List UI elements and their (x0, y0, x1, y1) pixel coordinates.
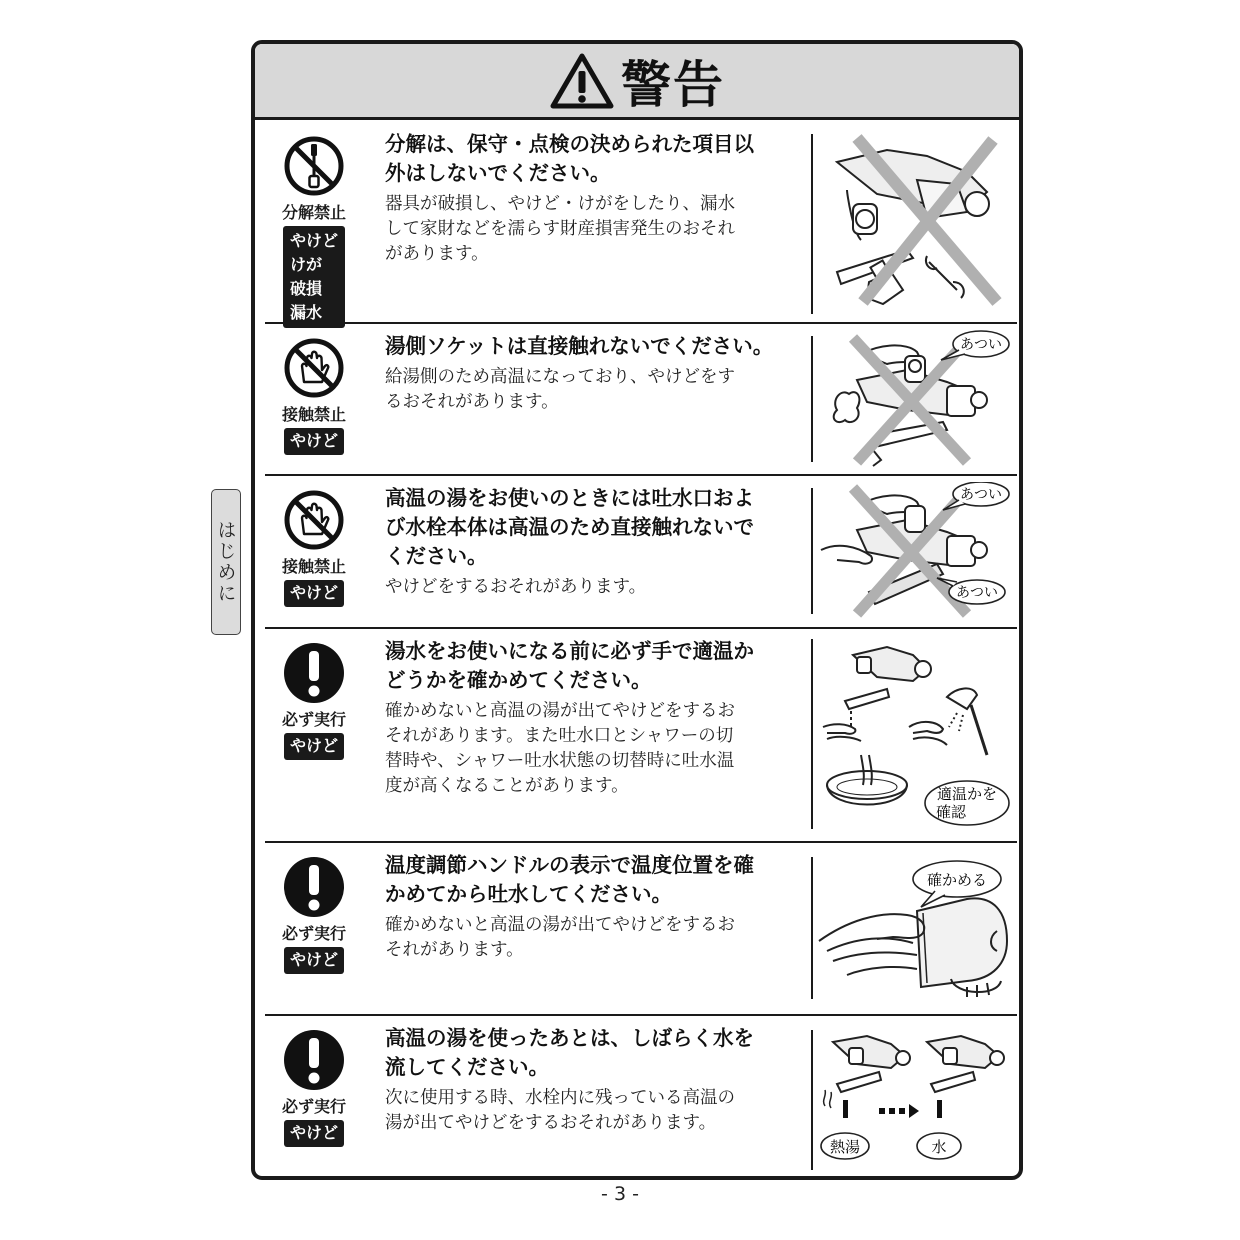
hand-check-illustration (817, 635, 1013, 835)
faucet-disassembly-drawing (817, 132, 1013, 316)
body-line: 給湯側のため高温になっており、やけどをす (385, 367, 735, 387)
hazard-badge: やけど (284, 947, 344, 974)
hot-socket-illustration (817, 330, 1013, 470)
warning-heading (385, 1024, 810, 1082)
hazard-badge-line: 破損 (289, 279, 322, 298)
symbol-column (273, 134, 355, 328)
callout-text: 水 (931, 1138, 947, 1156)
heading-line: かめてから吐水してください。 (385, 882, 672, 906)
no-touch-icon (282, 336, 346, 400)
callout-text: 適温かを (936, 785, 998, 803)
page-number: - 3 - (601, 1183, 639, 1205)
hazard-badge-line: 漏水 (289, 303, 322, 322)
body-line: それがあります。 (385, 940, 524, 960)
handle-check-drawing (817, 851, 1013, 1001)
side-tab-introduction[interactable] (211, 489, 241, 635)
symbol-label: 接触禁止 (281, 405, 346, 424)
hazard-badge (283, 226, 345, 328)
warning-item-disassembly (265, 120, 1017, 324)
warning-frame (251, 40, 1023, 1180)
body-line: やけどをするおそれがあります。 (385, 577, 647, 597)
no-touch-icon (282, 488, 346, 552)
hot-spout-illustration (817, 482, 1013, 622)
body-line: 器具が破損し、やけど・けがをしたり、漏水 (385, 194, 735, 214)
symbol-column (273, 855, 355, 974)
faucet-disassembly-illustration (817, 132, 1013, 316)
warning-body (385, 365, 810, 415)
warning-heading (385, 332, 810, 361)
column-divider (811, 336, 813, 462)
warning-body (385, 913, 810, 963)
warning-header (255, 44, 1019, 120)
warning-triangle-icon (549, 52, 615, 110)
side-tab-label: はじめに (214, 520, 237, 604)
heading-line: 外はしないでください。 (385, 161, 611, 185)
warning-text (385, 130, 810, 267)
callout-text: 熱湯 (829, 1138, 861, 1156)
warning-title: 警告 (621, 55, 725, 114)
body-line: 度が高くなることがあります。 (385, 776, 629, 796)
hazard-badge: やけど (284, 428, 344, 455)
warning-item-check-temperature (265, 627, 1017, 843)
warning-heading (385, 851, 810, 909)
warning-body (385, 192, 810, 267)
body-line: 確かめないと高温の湯が出てやけどをするお (385, 701, 735, 721)
heading-line: ください。 (385, 544, 488, 568)
body-line: それがあります。また吐水口とシャワーの切 (385, 726, 734, 746)
warning-text (385, 1024, 810, 1136)
heading-line: 湯側ソケットは直接触れないでください。 (385, 334, 774, 358)
column-divider (811, 134, 813, 314)
heading-line: 高温の湯をお使いのときには吐水口およ (385, 486, 754, 510)
heading-line: び水栓本体は高温のため直接触れないで (385, 515, 754, 539)
warning-heading (385, 484, 810, 571)
warning-body (385, 699, 810, 799)
symbol-label: 必ず実行 (281, 1097, 346, 1116)
warning-body (385, 575, 810, 600)
warning-body (385, 1086, 810, 1136)
mandatory-action-icon (282, 855, 346, 919)
heading-line: 湯水をお使いになる前に必ず手で適温か (385, 639, 754, 663)
body-line: 次に使用する時、水栓内に残っている高温の (385, 1088, 735, 1108)
warning-item-hot-socket (265, 322, 1017, 476)
hazard-badge: やけど (284, 733, 344, 760)
callout-text: あつい (960, 337, 1002, 353)
warning-item-hot-spout (265, 474, 1017, 629)
symbol-label: 分解禁止 (281, 203, 346, 222)
mandatory-action-icon (282, 641, 346, 705)
hazard-badge-line: やけど (289, 231, 338, 250)
warning-text (385, 851, 810, 963)
body-line: 確かめないと高温の湯が出てやけどをするお (385, 915, 735, 935)
handle-check-illustration (817, 851, 1013, 1001)
column-divider (811, 1030, 813, 1170)
body-line: るおそれがあります。 (385, 392, 559, 412)
callout-text: 確認 (935, 803, 967, 821)
hazard-badge-line: けが (289, 255, 322, 274)
heading-line: どうかを確かめてください。 (385, 668, 652, 692)
hot-socket-drawing (817, 330, 1013, 470)
body-line: 湯が出てやけどをするおそれがあります。 (385, 1113, 717, 1133)
body-line: があります。 (385, 244, 489, 264)
column-divider (811, 488, 813, 614)
heading-line: 高温の湯を使ったあとは、しばらく水を (385, 1026, 754, 1050)
heading-line: 温度調節ハンドルの表示で温度位置を確 (385, 853, 754, 877)
symbol-column (273, 488, 355, 607)
column-divider (811, 639, 813, 829)
symbol-label: 接触禁止 (281, 557, 346, 576)
callout-text: あつい (956, 585, 998, 601)
symbol-label: 必ず実行 (281, 924, 346, 943)
warning-heading (385, 130, 810, 188)
warning-heading (385, 637, 810, 695)
symbol-column (273, 641, 355, 760)
arrow-right-icon (879, 1104, 919, 1118)
callout-text: あつい (960, 487, 1002, 503)
flush-water-drawing (817, 1028, 1013, 1174)
flush-water-illustration (817, 1028, 1013, 1174)
warning-text (385, 332, 810, 415)
hazard-badge: やけど (284, 1120, 344, 1147)
column-divider (811, 857, 813, 999)
symbol-label: 必ず実行 (281, 710, 346, 729)
warning-text (385, 484, 810, 600)
symbol-column (273, 336, 355, 455)
heading-line: 分解は、保守・点検の決められた項目以 (385, 132, 754, 156)
warning-item-temperature-handle (265, 841, 1017, 1016)
heading-line: 流してください。 (385, 1055, 549, 1079)
mandatory-action-icon (282, 1028, 346, 1092)
hot-spout-drawing (817, 482, 1013, 622)
warning-item-flush-water (265, 1014, 1017, 1180)
body-line: して家財などを濡らす財産損害発生のおそれ (385, 219, 735, 239)
symbol-column (273, 1028, 355, 1147)
no-disassembly-icon (282, 134, 346, 198)
body-line: 替時や、シャワー吐水状態の切替時に吐水温 (385, 751, 735, 771)
hazard-badge: やけど (284, 580, 344, 607)
warning-text (385, 637, 810, 799)
hand-check-drawing (817, 635, 1013, 835)
callout-text: 確かめる (926, 871, 988, 889)
